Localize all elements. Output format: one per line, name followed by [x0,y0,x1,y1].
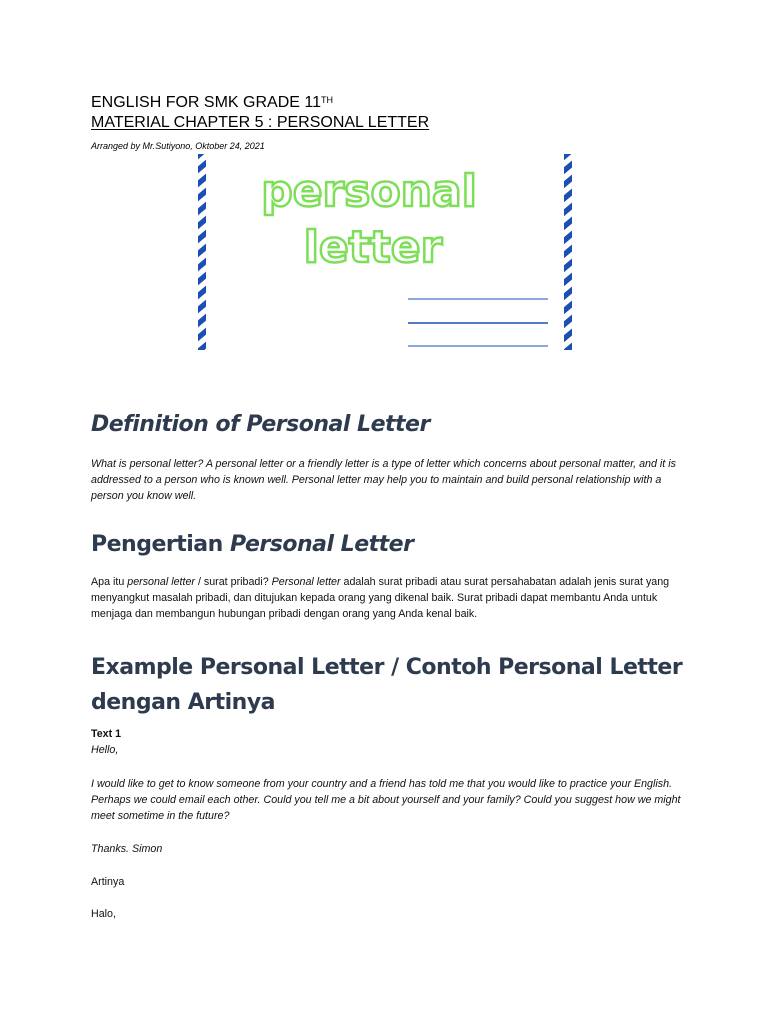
personal-letter-illustration [196,154,576,350]
halo-greeting: Halo, [91,908,116,920]
pengertian-text: Apa itu personal letter / surat pribadi? Personal letter adalah surat pribadi atau surat persahabatan adalah jenis surat yang menyangkut masalah pribadi, dan ditujukan kepada orang yang dikenal baik. Surat pribadi dapat membantu Anda untuk menjaga dan membangun hubungan pribadi dengan orang yang Anda kenal baik. [91,576,670,620]
definition-heading: Definition of Personal Letter [91,412,430,437]
artinya-label: Artinya [91,876,125,888]
chapter-title: MATERIAL CHAPTER 5 : PERSONAL LETTER [91,114,430,131]
example-heading: Example Personal Letter / Contoh Personal Letter dengan Artinya [91,655,683,715]
author-line: Arranged by Mr.Sutiyono, Oktober 24, 2021 [91,141,265,151]
left-stripe [198,154,206,350]
course-title: ENGLISH FOR SMK GRADE 11TH [91,94,333,111]
right-stripe [564,154,572,350]
word-letter: letter [303,222,443,273]
superscript: TH [320,95,333,105]
letter-body: I would like to get to know someone from your country and a friend has told me that you would like to practice your English. Perhaps we could email each other. Could you tell me a bit about yourself and your family? Could you suggest how we might meet sometime in the future? [91,778,681,822]
text1-label: Text 1 [91,728,122,740]
definition-text: What is personal letter? A personal letter or a friendly letter is a type of letter which concerns about personal matter, and it is addressed to a person who is known well. Personal letter may help you to maintain and build personal relationship with a person you know well. [91,458,676,502]
greeting: Hello, [91,744,119,756]
signoff: Thanks. Simon [91,843,163,855]
word-personal: personal [261,166,477,217]
pengertian-heading: Pengertian Personal Letter [91,532,414,557]
